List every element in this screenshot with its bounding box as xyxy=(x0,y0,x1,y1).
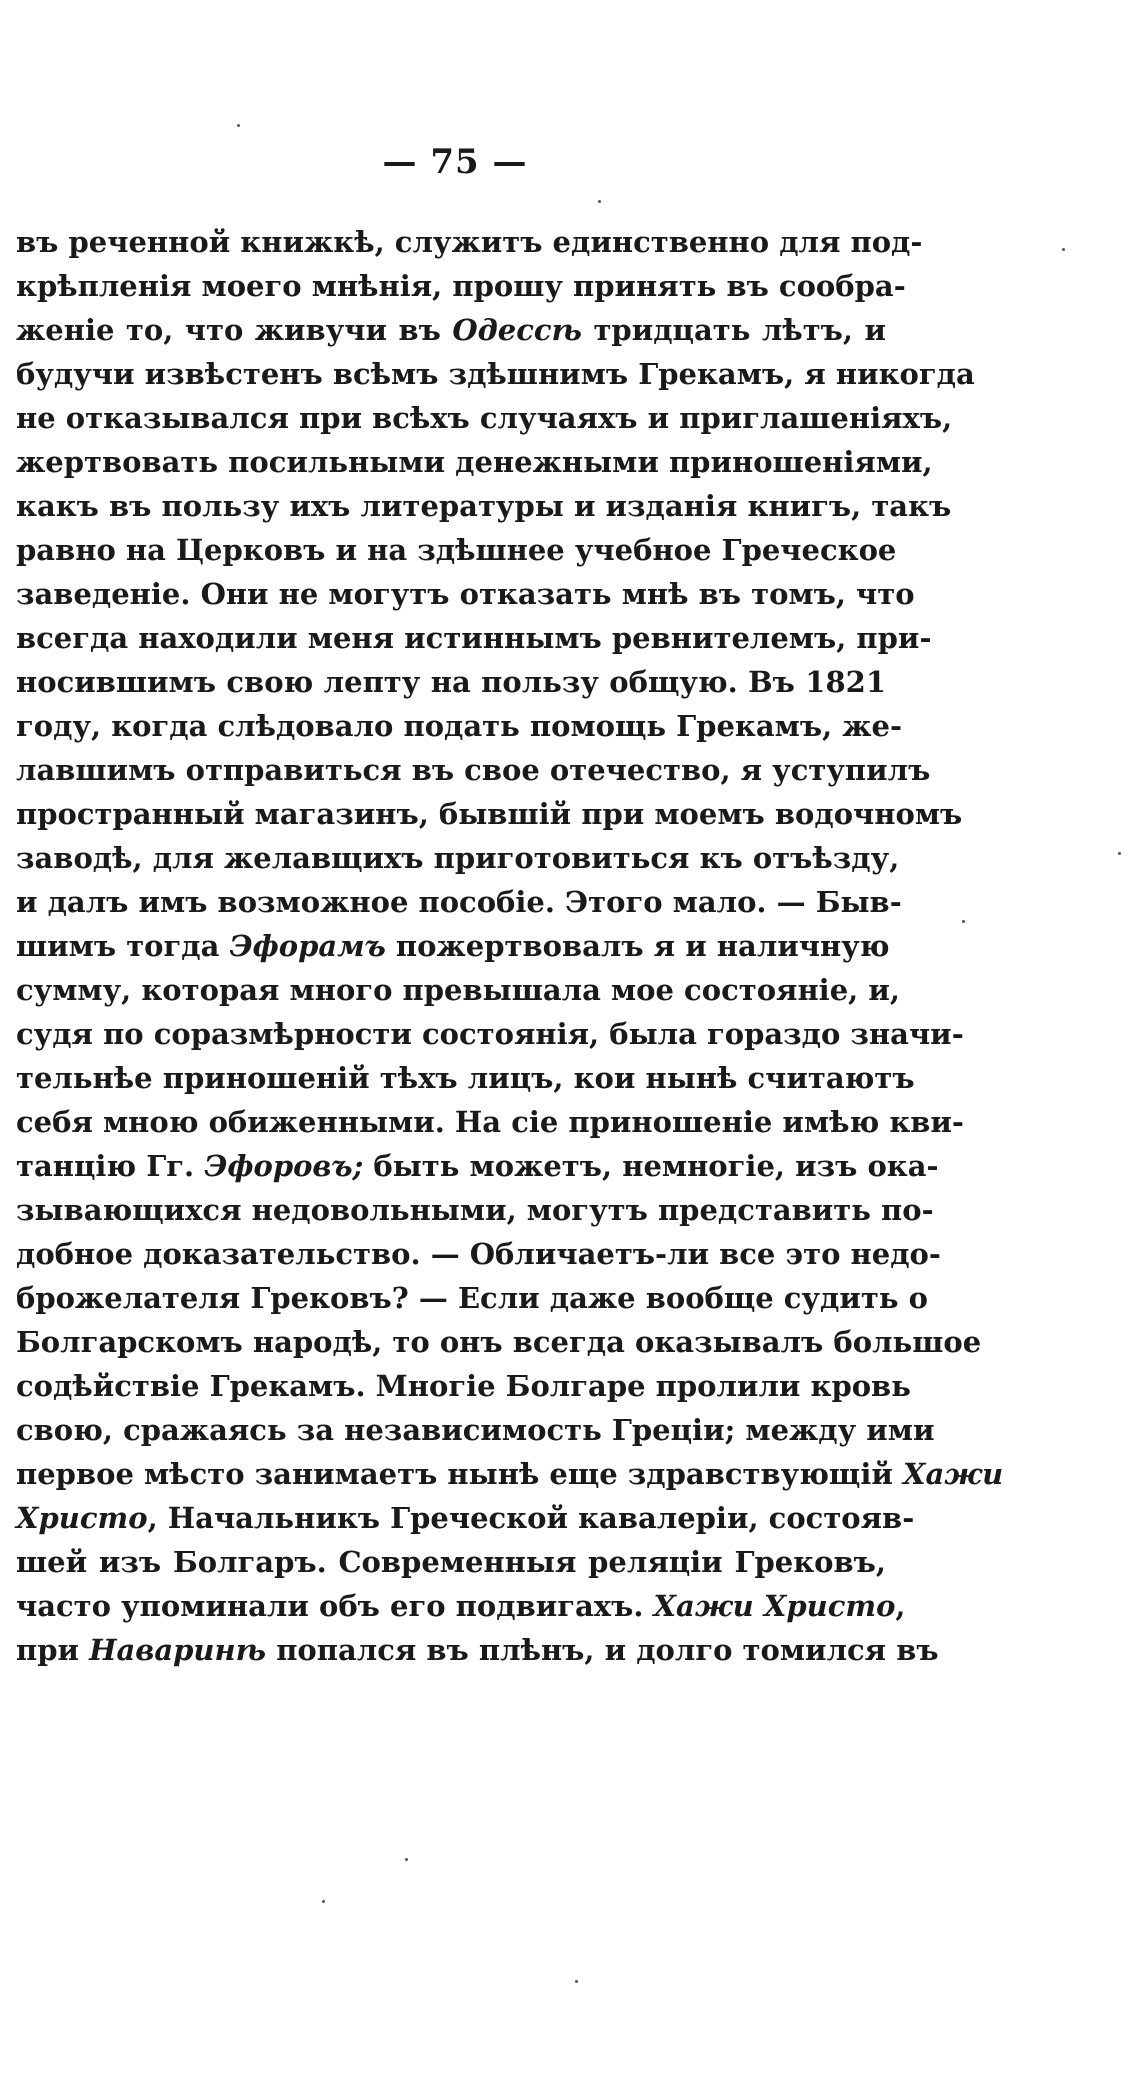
text-segment: , Начальникъ Греческой кавалеріи, состояв- xyxy=(147,1501,915,1535)
italic-text-segment: Одессѣ xyxy=(452,313,582,347)
text-segment: пожертвовалъ я и наличную xyxy=(385,929,890,963)
text-line xyxy=(16,968,900,1012)
scan-speck xyxy=(598,200,601,203)
text-segment: себя мною обиженными. На сіе приношеніе имѣю кви- xyxy=(16,1105,964,1139)
text-segment: въ реченной книжкѣ, служитъ единственно для под- xyxy=(16,225,923,259)
text-line xyxy=(16,1628,939,1672)
text-line xyxy=(16,1100,964,1144)
text-segment: добное доказательство. — Обличаетъ-ли все это недо- xyxy=(16,1237,941,1271)
text-segment: танцію Гг. xyxy=(16,1149,205,1183)
text-line xyxy=(16,220,923,264)
text-line xyxy=(16,572,915,616)
text-line xyxy=(16,1496,915,1540)
text-segment: будучи извѣстенъ всѣмъ здѣшнимъ Грекамъ, я никогда xyxy=(16,357,975,391)
italic-text-segment: Хажи xyxy=(902,1457,1004,1491)
text-line xyxy=(16,1320,982,1364)
text-segment: заведеніе. Они не могутъ отказать мнѣ въ томъ, что xyxy=(16,577,915,611)
body-text xyxy=(16,220,1004,1672)
text-segment: свою, сражаясь за независимость Греціи; между ими xyxy=(16,1413,935,1447)
text-line xyxy=(16,1364,911,1408)
text-line xyxy=(16,836,900,880)
text-segment: судя по соразмѣрности состоянія, была гораздо значи- xyxy=(16,1017,964,1051)
italic-text-segment: Наваринѣ xyxy=(89,1633,267,1667)
text-line xyxy=(16,1012,964,1056)
text-segment: тельнѣе приношеній тѣхъ лицъ, кои нынѣ считаютъ xyxy=(16,1061,915,1095)
text-line xyxy=(16,1144,939,1188)
scan-speck xyxy=(1062,248,1065,251)
text-line xyxy=(16,1276,928,1320)
text-segment: Болгарскомъ народѣ, то онъ всегда оказывалъ большое xyxy=(16,1325,982,1359)
text-segment: шимъ тогда xyxy=(16,929,230,963)
text-segment: равно на Церковъ и на здѣшнее учебное Греческое xyxy=(16,533,897,567)
text-line xyxy=(16,704,903,748)
text-segment: первое мѣсто занимаетъ нынѣ еще здравствующій xyxy=(16,1457,903,1491)
italic-text-segment: Христо xyxy=(16,1501,148,1535)
text-segment: часто упоминали объ его подвигахъ. xyxy=(16,1589,654,1623)
text-segment: заводѣ, для желавщихъ приготовиться къ отъѣзду, xyxy=(16,841,900,875)
text-segment: и далъ имъ возможное пособіе. Этого мало. — Быв- xyxy=(16,885,902,919)
text-line xyxy=(16,792,963,836)
scan-speck xyxy=(575,1980,578,1983)
text-segment: году, когда слѣдовало подать помощь Грекамъ, же- xyxy=(16,709,903,743)
page-number: — 75 — xyxy=(382,142,528,182)
text-segment: брожелателя Грековъ? — Если даже вообще судить о xyxy=(16,1281,928,1315)
text-segment: женіе то, что живучи въ xyxy=(16,313,453,347)
text-line xyxy=(16,352,975,396)
text-segment: жертвовать посильными денежными приношеніями, xyxy=(16,445,933,479)
text-line xyxy=(16,1584,906,1628)
text-line xyxy=(16,880,902,924)
text-segment: быть можетъ, немногіе, изъ ока- xyxy=(363,1149,939,1183)
text-line xyxy=(16,1056,915,1100)
scan-speck xyxy=(237,124,240,127)
text-line xyxy=(16,484,952,528)
text-line xyxy=(16,1232,941,1276)
text-line xyxy=(16,1188,934,1232)
text-segment: содѣйствіе Грекамъ. Многіе Болгаре пролили кровь xyxy=(16,1369,911,1403)
italic-text-segment: Хажи Христо xyxy=(653,1589,896,1623)
text-segment: при xyxy=(16,1633,90,1667)
text-segment: шей изъ Болгаръ. Современныя реляціи Грековъ, xyxy=(16,1545,886,1579)
text-line xyxy=(16,528,897,572)
text-segment: тридцать лѣтъ, и xyxy=(581,313,886,347)
text-segment: всегда находили меня истиннымъ ревнителемъ, при- xyxy=(16,621,932,655)
text-line xyxy=(16,264,906,308)
text-segment: пространный магазинъ, бывшій при моемъ водочномъ xyxy=(16,797,963,831)
text-segment: попался въ плѣнъ, и долго томился въ xyxy=(266,1633,939,1667)
text-line xyxy=(16,308,886,352)
text-line xyxy=(16,1452,1004,1496)
text-segment: зывающихся недовольными, могутъ представить по- xyxy=(16,1193,934,1227)
text-segment: , xyxy=(895,1589,906,1623)
text-line xyxy=(16,1408,935,1452)
text-line xyxy=(16,748,931,792)
italic-text-segment: Эфоровъ; xyxy=(204,1149,364,1183)
text-line xyxy=(16,660,886,704)
scan-speck xyxy=(1118,852,1121,855)
scan-speck xyxy=(962,920,965,923)
text-segment: сумму, которая много превышала мое состояніе, и, xyxy=(16,973,900,1007)
text-line xyxy=(16,616,932,660)
text-segment: носившимъ свою лепту на пользу общую. Въ 1821 xyxy=(16,665,886,699)
text-line xyxy=(16,440,933,484)
text-segment: какъ въ пользу ихъ литературы и изданія книгъ, такъ xyxy=(16,489,952,523)
text-segment: не отказывался при всѣхъ случаяхъ и приглашеніяхъ, xyxy=(16,401,953,435)
text-segment: крѣпленія моего мнѣнія, прошу принять въ сообра- xyxy=(16,269,906,303)
text-segment: лавшимъ отправиться въ свое отечество, я уступилъ xyxy=(16,753,931,787)
scan-speck xyxy=(405,1858,408,1861)
scan-speck xyxy=(322,1900,325,1903)
text-line xyxy=(16,924,890,968)
text-line xyxy=(16,1540,886,1584)
text-line xyxy=(16,396,953,440)
italic-text-segment: Эфорамъ xyxy=(229,929,386,963)
